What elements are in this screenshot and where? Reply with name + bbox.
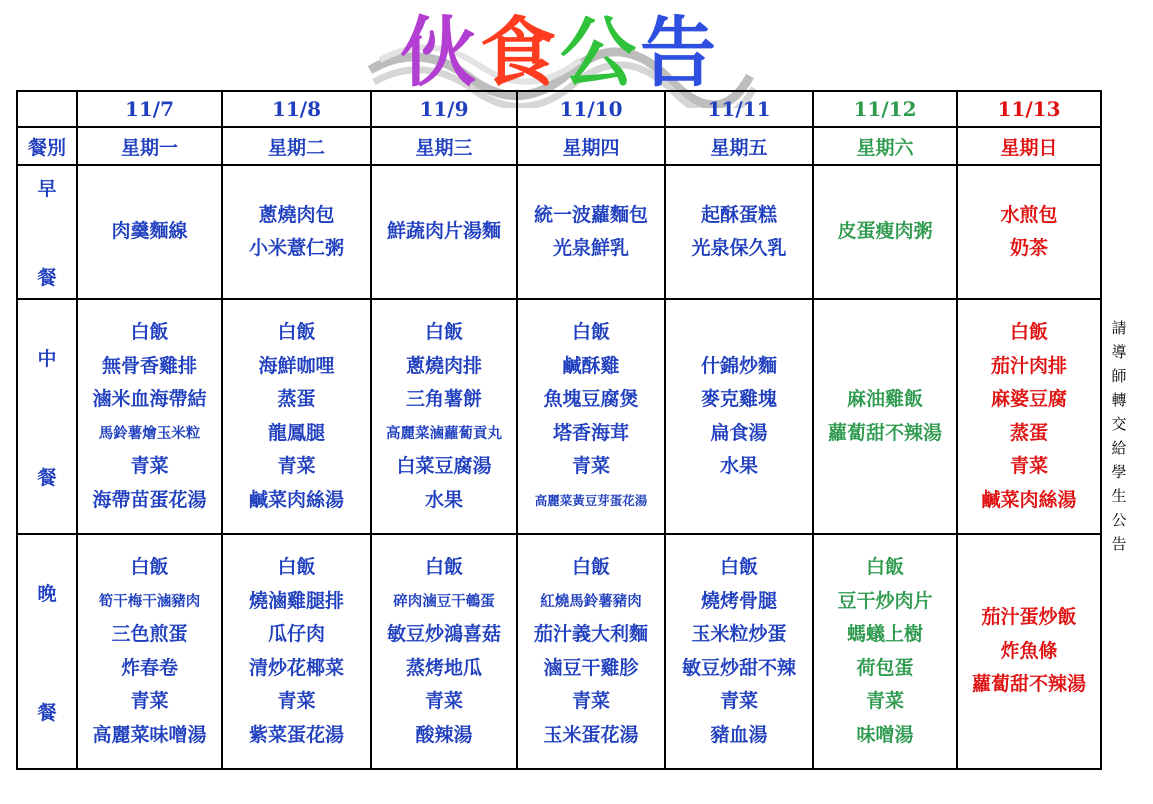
dinner-mon	[77, 534, 222, 769]
menu-item: 海帶苗蛋花湯	[92, 488, 207, 511]
menu-item: 炸魚條	[1000, 639, 1058, 662]
breakfast-tue	[222, 165, 371, 299]
menu-item: 青菜	[277, 455, 316, 477]
menu-item: 筍干梅干滷豬肉	[98, 592, 201, 610]
menu-item: 白飯	[571, 321, 610, 343]
weekday-sat: 星期六	[813, 127, 957, 165]
menu-item: 青菜	[130, 455, 169, 477]
menu-item: 酸辣湯	[415, 723, 473, 746]
breakfast-wed	[371, 165, 517, 299]
dinner-fri	[665, 534, 813, 769]
meal-type-header: 餐別	[17, 127, 77, 165]
menu-item: 蘿蔔甜不辣湯	[971, 673, 1086, 696]
menu-item: 青菜	[719, 690, 758, 712]
menu-item: 奶茶	[1009, 237, 1048, 259]
menu-item: 白飯	[865, 556, 904, 578]
menu-item: 光泉鮮乳	[552, 237, 629, 259]
menu-item: 玉米蛋花湯	[543, 723, 639, 746]
dinner-label	[17, 534, 77, 769]
menu-item: 豆干炒肉片	[837, 589, 933, 612]
page-title	[400, 8, 720, 98]
menu-item: 白飯	[130, 321, 169, 343]
menu-item: 皮蛋瘦肉粥	[837, 220, 933, 243]
menu-item: 水煎包	[1000, 203, 1058, 226]
menu-item: 水果	[424, 488, 463, 511]
menu-item: 光泉保久乳	[691, 237, 787, 259]
menu-item: 無骨香雞排	[101, 354, 197, 377]
lunch-label-bottom: 餐	[37, 466, 57, 489]
lunch-label	[17, 299, 77, 534]
menu-item: 茄汁肉排	[990, 354, 1067, 377]
menu-item: 豬血湯	[710, 723, 768, 746]
menu-item: 小米薏仁粥	[248, 237, 344, 259]
menu-item: 蔥燒肉包	[258, 203, 335, 226]
menu-item: 蔥燒肉排	[405, 354, 482, 377]
menu-item: 三色煎蛋	[111, 623, 188, 645]
menu-item: 紫菜蛋花湯	[248, 723, 344, 746]
menu-item: 白飯	[1009, 321, 1048, 343]
menu-item: 青菜	[1009, 455, 1048, 477]
lunch-fri	[665, 299, 813, 534]
date-tue: 11/8	[222, 91, 371, 127]
dinner-sun	[957, 534, 1101, 769]
menu-item: 白飯	[719, 556, 758, 578]
title-char-3: 公	[560, 8, 640, 97]
menu-item: 海鮮咖哩	[258, 354, 335, 377]
side-note-char: 學	[1111, 463, 1127, 481]
dinner-row	[17, 534, 1101, 769]
side-note-char: 告	[1111, 535, 1127, 553]
menu-item: 青菜	[130, 690, 169, 712]
menu-item: 高麗菜味噌湯	[92, 723, 207, 746]
weekday-mon: 星期一	[77, 127, 222, 165]
menu-item: 敏豆炒鴻喜菇	[386, 623, 501, 645]
dinner-wed	[371, 534, 517, 769]
menu-item: 敏豆炒甜不辣	[681, 656, 796, 679]
menu-item: 炸春卷	[120, 656, 178, 679]
menu-item: 白飯	[424, 321, 463, 343]
dinner-label-bottom: 餐	[37, 701, 57, 724]
lunch-wed	[371, 299, 517, 534]
menu-item: 麻婆豆腐	[990, 388, 1067, 410]
title-char-1: 伙	[400, 8, 480, 97]
menu-item: 白飯	[277, 556, 316, 578]
dinner-thu	[517, 534, 665, 769]
menu-item: 麻油雞飯	[846, 388, 923, 410]
menu-item: 魚塊豆腐煲	[543, 388, 639, 410]
dinner-sat	[813, 534, 957, 769]
menu-item: 蒸烤地瓜	[405, 656, 482, 679]
date-sat: 11/12	[813, 91, 957, 127]
menu-item: 什錦炒麵	[700, 354, 777, 377]
menu-item: 燒滷雞腿排	[248, 589, 344, 612]
menu-item: 肉羹麵線	[111, 220, 188, 243]
side-note-char: 請	[1111, 319, 1127, 337]
dinner-label-top: 晚	[37, 582, 57, 605]
side-note-char: 給	[1111, 439, 1127, 457]
menu-item: 紅燒馬鈴薯豬肉	[540, 592, 642, 610]
dinner-tue	[222, 534, 371, 769]
title-char-4: 告	[640, 8, 720, 97]
menu-item: 鹹酥雞	[562, 354, 620, 377]
menu-item: 青菜	[571, 690, 610, 712]
corner-cell	[17, 91, 77, 127]
lunch-thu	[517, 299, 665, 534]
lunch-sun	[957, 299, 1101, 534]
breakfast-row	[17, 165, 1101, 299]
menu-item: 蒸蛋	[1009, 421, 1048, 444]
menu-item: 白飯	[424, 556, 463, 578]
menu-item: 高麗菜黃豆芽蛋花湯	[534, 492, 648, 508]
menu-item: 高麗菜滷蘿蔔貢丸	[386, 424, 502, 442]
menu-item: 滷米血海帶結	[92, 388, 207, 410]
menu-item: 螞蟻上樹	[846, 623, 923, 645]
menu-item: 滷豆干雞胗	[543, 656, 639, 679]
menu-item: 青菜	[277, 690, 316, 712]
menu-item: 茄汁蛋炒飯	[981, 606, 1077, 629]
lunch-mon	[77, 299, 222, 534]
menu-item: 白飯	[130, 556, 169, 578]
lunch-label-top: 中	[37, 347, 57, 370]
breakfast-sun	[957, 165, 1101, 299]
lunch-sat	[813, 299, 957, 534]
breakfast-label-top: 早	[37, 178, 57, 200]
breakfast-mon	[77, 165, 222, 299]
side-note-char: 交	[1111, 415, 1127, 433]
menu-item: 味噌湯	[856, 723, 914, 746]
side-note-char: 生	[1111, 487, 1127, 505]
title-char-2: 食	[480, 8, 560, 97]
menu-item: 青菜	[424, 690, 463, 712]
side-note-char: 公	[1111, 511, 1127, 529]
menu-item: 清炒花椰菜	[248, 656, 344, 679]
date-mon: 11/7	[77, 91, 222, 127]
menu-item: 起酥蛋糕	[700, 203, 777, 226]
menu-item: 玉米粒炒蛋	[691, 623, 787, 645]
side-note-char: 導	[1111, 343, 1127, 361]
weekday-row	[17, 127, 1101, 165]
date-wed: 11/9	[371, 91, 517, 127]
weekday-tue: 星期二	[222, 127, 371, 165]
side-note	[1108, 316, 1130, 556]
menu-item: 塔香海茸	[552, 421, 629, 444]
side-note-char: 轉	[1111, 391, 1127, 409]
menu-item: 青菜	[865, 690, 904, 712]
breakfast-label	[17, 165, 77, 299]
menu-item: 麥克雞塊	[700, 388, 777, 410]
menu-item: 鹹菜肉絲湯	[981, 488, 1077, 511]
menu-item: 燒烤骨腿	[700, 589, 777, 612]
lunch-tue	[222, 299, 371, 534]
weekly-menu-table	[16, 90, 1102, 770]
breakfast-thu	[517, 165, 665, 299]
menu-item: 荷包蛋	[856, 656, 914, 679]
date-row	[17, 91, 1101, 127]
date-sun: 11/13	[957, 91, 1101, 127]
date-thu: 11/10	[517, 91, 665, 127]
menu-item: 龍鳳腿	[267, 421, 325, 444]
date-fri: 11/11	[665, 91, 813, 127]
menu-item: 青菜	[571, 455, 610, 477]
weekday-thu: 星期四	[517, 127, 665, 165]
menu-item: 馬鈴薯燴玉米粒	[98, 424, 201, 442]
weekday-fri: 星期五	[665, 127, 813, 165]
breakfast-sat	[813, 165, 957, 299]
breakfast-fri	[665, 165, 813, 299]
menu-item: 統一波蘿麵包	[533, 203, 648, 226]
menu-item: 鮮蔬肉片湯麵	[386, 220, 501, 243]
menu-item: 白菜豆腐湯	[396, 455, 492, 477]
breakfast-label-bottom: 餐	[37, 267, 57, 289]
menu-item: 茄汁義大利麵	[533, 623, 648, 645]
weekday-wed: 星期三	[371, 127, 517, 165]
menu-item: 瓜仔肉	[267, 623, 325, 645]
menu-item: 蘿蔔甜不辣湯	[827, 421, 942, 444]
menu-item: 扁食湯	[710, 421, 768, 444]
menu-item: 三角薯餅	[405, 388, 482, 410]
lunch-row	[17, 299, 1101, 534]
side-note-char: 師	[1111, 367, 1127, 385]
menu-item: 碎肉滷豆干鵪蛋	[393, 592, 495, 610]
menu-item: 白飯	[571, 556, 610, 578]
menu-item: 鹹菜肉絲湯	[248, 488, 344, 511]
menu-item: 蒸蛋	[277, 388, 316, 410]
menu-item: 白飯	[277, 321, 316, 343]
menu-item: 水果	[719, 455, 758, 477]
weekday-sun: 星期日	[957, 127, 1101, 165]
